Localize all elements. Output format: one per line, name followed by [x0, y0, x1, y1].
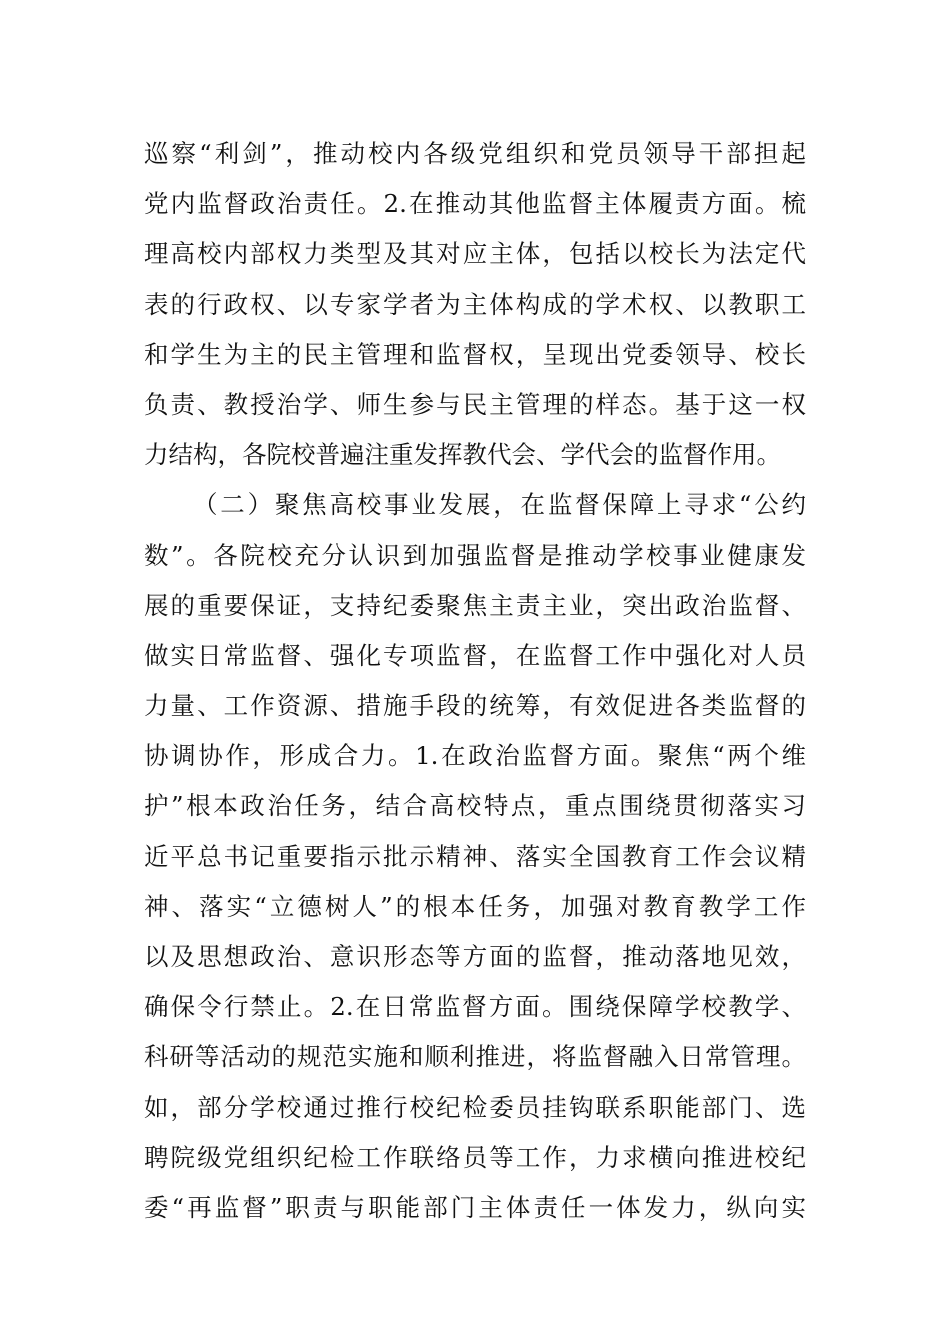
text-line: 协调协作，形成合力。1.在政治监督方面。聚焦“两个维: [144, 741, 806, 771]
body-text: [144, 129, 806, 1233]
text-line: 数”。各院校充分认识到加强监督是推动学校事业健康发: [144, 540, 806, 570]
text-line: 聘院级党组织纪检工作联络员等工作，力求横向推进校纪: [144, 1142, 806, 1172]
text-line: 近平总书记重要指示批示精神、落实全国教育工作会议精: [144, 841, 806, 871]
text-line: 护”根本政治任务，结合高校特点，重点围绕贯彻落实习: [144, 791, 806, 821]
text-line: 做实日常监督、强化专项监督，在监督工作中强化对人员: [144, 640, 806, 670]
text-line: 党内监督政治责任。2.在推动其他监督主体履责方面。梳: [144, 189, 806, 219]
text-line: 和学生为主的民主管理和监督权，呈现出党委领导、校长: [144, 339, 806, 369]
text-line: 如，部分学校通过推行校纪检委员挂钩联系职能部门、选: [144, 1092, 806, 1122]
text-line: 理高校内部权力类型及其对应主体，包括以校长为法定代: [144, 239, 806, 269]
text-line: 力量、工作资源、措施手段的统筹，有效促进各类监督的: [144, 691, 806, 721]
text-line: 以及思想政治、意识形态等方面的监督，推动落地见效，: [144, 942, 806, 971]
text-line: 表的行政权、以专家学者为主体构成的学术权、以教职工: [144, 289, 806, 319]
text-line: 力结构，各院校普遍注重发挥教代会、学代会的监督作用。: [144, 440, 781, 470]
section-heading-line: （二）聚焦高校事业发展，在监督保障上寻求“公约: [193, 490, 806, 520]
text-line: 神、落实“立德树人”的根本任务，加强对教育教学工作: [144, 891, 806, 921]
text-line: 巡察“利剑”，推动校内各级党组织和党员领导干部担起: [144, 139, 806, 168]
text-line: 科研等活动的规范实施和顺利推进，将监督融入日常管理。: [144, 1042, 806, 1072]
text-line: 确保令行禁止。2.在日常监督方面。围绕保障学校教学、: [144, 992, 806, 1022]
text-line: 委“再监督”职责与职能部门主体责任一体发力，纵向实: [144, 1192, 806, 1222]
text-line: 负责、教授治学、师生参与民主管理的样态。基于这一权: [144, 389, 806, 419]
text-line: 展的重要保证，支持纪委聚焦主责主业，突出政治监督、: [144, 590, 806, 620]
